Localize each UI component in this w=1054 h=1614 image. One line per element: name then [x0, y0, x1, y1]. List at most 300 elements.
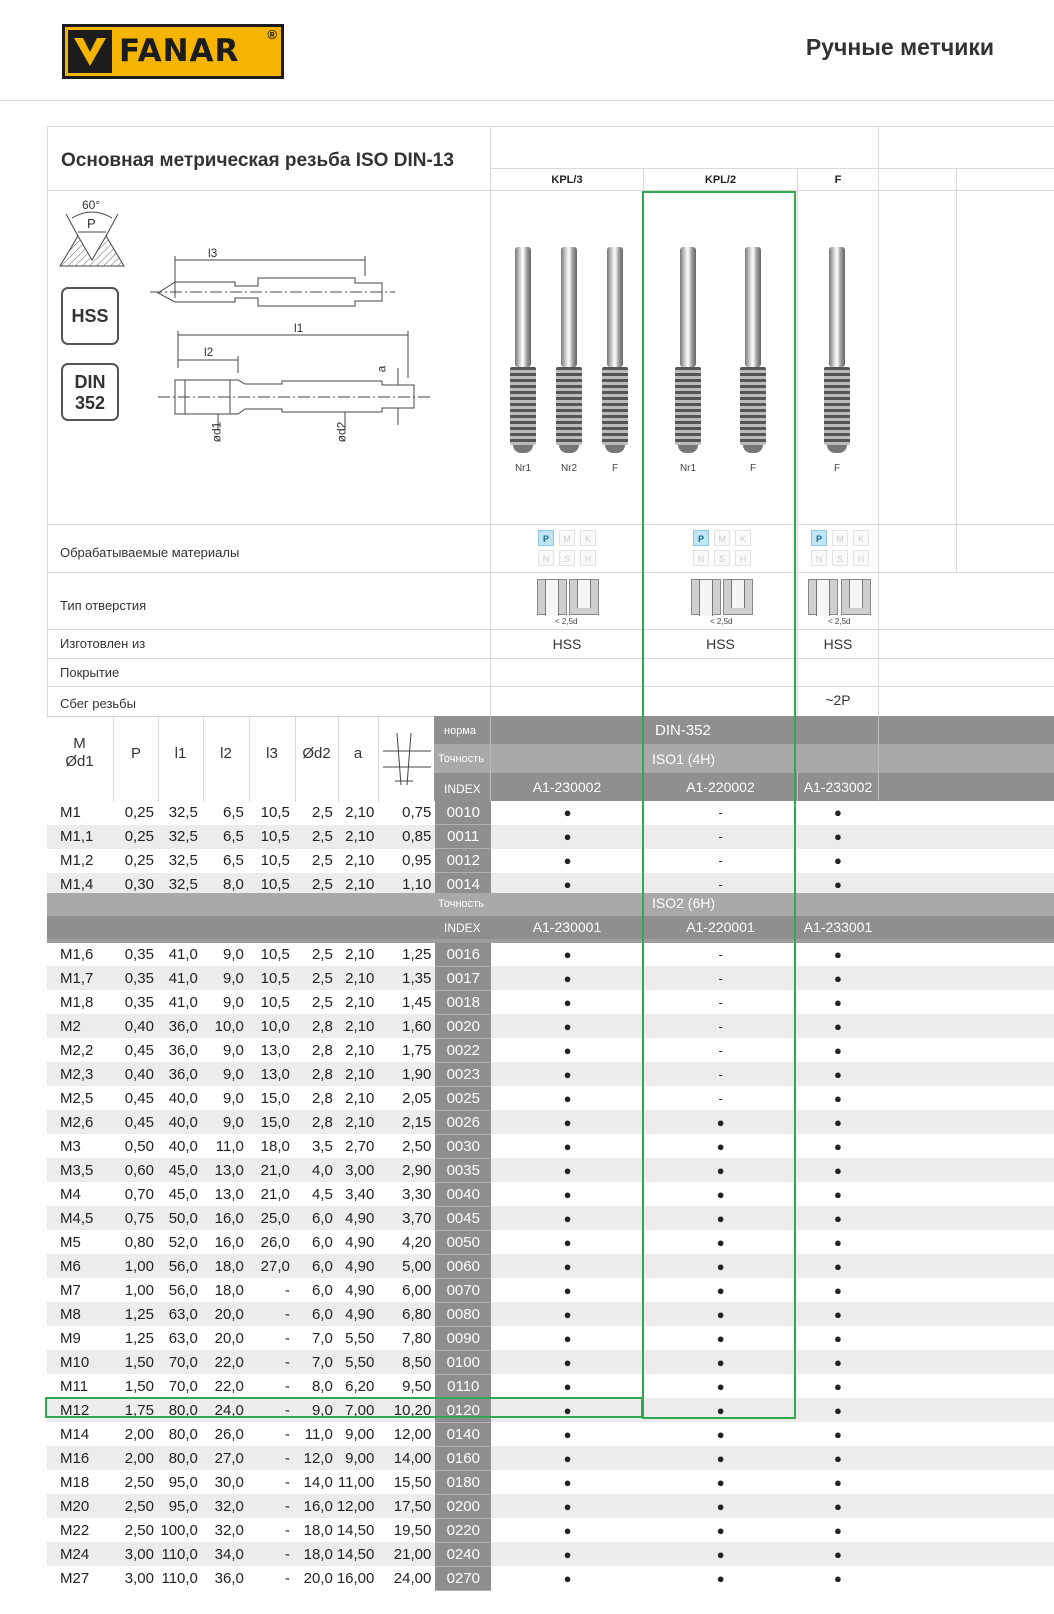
- cell-size: M1,7: [47, 966, 112, 990]
- material-p: P: [811, 530, 827, 546]
- cell-size: M2,6: [47, 1110, 112, 1134]
- cell-dimension: 1,25: [124, 1329, 154, 1347]
- cell-dimension: 21,00: [378, 1542, 435, 1566]
- cell-dimension: 18,0: [214, 1281, 244, 1299]
- cell-index: 0020: [435, 1014, 491, 1038]
- material-n: N: [811, 550, 827, 566]
- cell-size: M1,8: [60, 993, 94, 1011]
- cell-dimension: 5,00: [378, 1254, 435, 1278]
- table-row: [47, 1446, 1054, 1470]
- cell-dimension: 80,0: [158, 1398, 202, 1422]
- cell-dimension: 2,5: [311, 993, 333, 1011]
- cell-dimension: 40,0: [158, 1110, 202, 1134]
- blind-hole-icon: [841, 579, 871, 617]
- cell-dimension: -: [284, 1329, 290, 1347]
- cell-availability: ●: [716, 1330, 725, 1346]
- cell-availability: ●: [716, 1426, 725, 1442]
- material-h: H: [735, 550, 751, 566]
- cell-dimension: 12,00: [393, 1425, 432, 1443]
- cell-dimension: -: [248, 1350, 294, 1374]
- cell-dimension: 0,40: [112, 1062, 158, 1086]
- cell-dimension: 2,8: [294, 1014, 337, 1038]
- material-s: S: [714, 550, 730, 566]
- fanar-logo[interactable]: [62, 24, 284, 79]
- cell-dimension: 5,50: [337, 1350, 379, 1374]
- pitch-label: P: [87, 216, 96, 231]
- cell-dimension: 2,8: [311, 1041, 333, 1059]
- cell-availability: ●: [644, 1254, 798, 1278]
- cell-dimension: -: [284, 1473, 290, 1491]
- page-header: [0, 0, 1054, 101]
- table-row: [47, 1110, 1054, 1134]
- cell-dimension: 7,00: [337, 1398, 379, 1422]
- cell-dimension: 14,50: [336, 1521, 375, 1539]
- cell-size: M8: [47, 1302, 112, 1326]
- cell-dimension: 26,0: [260, 1233, 290, 1251]
- cell-empty: [878, 1446, 1054, 1470]
- tool-label: F: [833, 463, 841, 474]
- cell-dimension: 2,10: [337, 1062, 379, 1086]
- cell-availability: ●: [644, 1110, 798, 1134]
- cell-dimension: 10,0: [202, 1014, 248, 1038]
- d1-label: ød1: [209, 421, 224, 443]
- cell-availability: ●: [798, 1062, 879, 1086]
- cell-dimension: 1,50: [112, 1350, 158, 1374]
- cell-empty: [878, 1206, 1054, 1230]
- cell-dimension: 5,50: [345, 1329, 375, 1347]
- hole-depth-note: < 2,5d: [555, 617, 578, 626]
- table-row: [47, 1494, 1054, 1518]
- cell-dimension: 9,0: [202, 966, 248, 990]
- cell-dimension: 12,00: [337, 1494, 379, 1518]
- tool-label: Nr1: [679, 463, 697, 474]
- cell-dimension: 6,0: [311, 1233, 333, 1251]
- cell-availability: ●: [563, 1138, 572, 1154]
- cell-availability: ●: [563, 1522, 572, 1538]
- material-s: S: [559, 550, 575, 566]
- cell-dimension: 2,5: [294, 966, 337, 990]
- cell-dimension: 36,0: [158, 1014, 202, 1038]
- cell-empty: [878, 1542, 1054, 1566]
- cell-dimension: 3,00: [124, 1569, 154, 1587]
- cell-dimension: 2,8: [294, 1110, 337, 1134]
- cell-empty: [878, 801, 1054, 825]
- col-l1: l1: [174, 745, 187, 762]
- cell-dimension: 34,0: [202, 1542, 248, 1566]
- cell-dimension: 9,0: [294, 1398, 337, 1422]
- cell-dimension: 14,00: [378, 1446, 435, 1470]
- cell-dimension: 4,90: [337, 1206, 379, 1230]
- cell-dimension: 18,0: [294, 1542, 337, 1566]
- d2-label: ød2: [334, 421, 349, 443]
- cell-size: M1,2: [60, 852, 94, 869]
- table-row: [47, 1206, 1054, 1230]
- cell-dimension: 32,5: [158, 873, 202, 897]
- cell-availability: ●: [563, 1042, 572, 1058]
- cell-dimension: 0,80: [124, 1233, 154, 1251]
- cell-dimension: 0,45: [124, 1041, 154, 1059]
- cell-dimension: 1,25: [402, 945, 432, 963]
- cell-availability: ●: [798, 1254, 879, 1278]
- cell-size: M4,5: [47, 1206, 112, 1230]
- made-of-kpl3: HSS: [552, 636, 582, 652]
- cell-empty: [878, 1566, 1054, 1590]
- table-row: [47, 1518, 1054, 1542]
- logo-wordmark: FANAR: [119, 33, 240, 69]
- made-of-f: HSS: [823, 636, 853, 652]
- cell-dimension: 4,5: [311, 1185, 333, 1203]
- cell-dimension: 1,60: [378, 1014, 435, 1038]
- col-p: P: [130, 745, 141, 762]
- cell-size: M2,5: [60, 1089, 94, 1107]
- cell-dimension: 36,0: [214, 1569, 244, 1587]
- code-kpl3-2: A1-230001: [532, 919, 602, 935]
- cell-dimension: 6,5: [202, 825, 248, 849]
- cell-dimension: 2,5: [311, 852, 333, 869]
- cell-availability: ●: [644, 1494, 798, 1518]
- cell-availability: ●: [798, 1350, 879, 1374]
- cell-dimension: 2,10: [345, 852, 375, 869]
- cell-dimension: 0,75: [112, 1206, 158, 1230]
- cell-availability: ●: [491, 1014, 644, 1038]
- table-row: [47, 1038, 1054, 1062]
- table-row: [47, 1062, 1054, 1086]
- cell-availability: -: [644, 873, 798, 897]
- cell-dimension: 2,10: [345, 945, 375, 963]
- cell-availability: -: [718, 1090, 723, 1106]
- cell-empty: [878, 1470, 1054, 1494]
- tap-kpl3-nr1-image: [510, 247, 536, 453]
- cell-index: 0050: [435, 1230, 491, 1254]
- cell-dimension: 10,5: [260, 993, 290, 1011]
- cell-availability: ●: [798, 1158, 879, 1182]
- cell-availability: ●: [798, 966, 879, 990]
- col-l3: l3: [266, 745, 278, 762]
- cell-dimension: 63,0: [158, 1302, 202, 1326]
- cell-availability: ●: [563, 1426, 572, 1442]
- cell-dimension: 2,10: [345, 993, 375, 1011]
- cell-dimension: 45,0: [158, 1158, 202, 1182]
- code-kpl3-1: A1-230002: [532, 779, 602, 795]
- cell-dimension: 6,20: [345, 1377, 375, 1395]
- cell-index: 0140: [435, 1422, 491, 1446]
- cell-availability: -: [718, 994, 723, 1010]
- din-badge: [61, 363, 119, 421]
- cell-availability: ●: [716, 1282, 725, 1298]
- thread-profile-icon: [58, 198, 128, 270]
- cell-dimension: 0,40: [112, 1014, 158, 1038]
- cell-dimension: 32,5: [158, 825, 202, 849]
- cell-dimension: 80,0: [168, 1425, 198, 1443]
- material-s: S: [832, 550, 848, 566]
- cell-dimension: 20,0: [214, 1329, 244, 1347]
- cell-availability: -: [718, 946, 723, 962]
- cell-dimension: 2,50: [112, 1494, 158, 1518]
- l1-label: l1: [294, 321, 304, 335]
- material-k: K: [853, 530, 869, 546]
- cell-index: 0012: [435, 849, 491, 873]
- cell-empty: [878, 1134, 1054, 1158]
- table-row: [47, 825, 1054, 849]
- materials-label: Обрабатываемые материалы: [60, 545, 240, 560]
- cell-dimension: 15,0: [248, 1110, 294, 1134]
- cell-dimension: 70,0: [158, 1350, 202, 1374]
- col-kpl3-header: KPL/3: [551, 174, 583, 186]
- cell-dimension: 70,0: [168, 1377, 198, 1395]
- through-hole-icon: [808, 579, 838, 617]
- cell-dimension: 0,95: [402, 852, 432, 869]
- material-n: N: [693, 550, 709, 566]
- cell-dimension: 16,0: [202, 1206, 248, 1230]
- cell-index: 0026: [435, 1110, 491, 1134]
- cell-index: 0030: [435, 1134, 491, 1158]
- cell-dimension: 10,20: [378, 1398, 435, 1422]
- cell-dimension: 2,00: [112, 1446, 158, 1470]
- cell-dimension: 26,0: [214, 1425, 244, 1443]
- cell-dimension: -: [248, 1302, 294, 1326]
- cell-availability: ●: [563, 1090, 572, 1106]
- hole-depth-note: < 2,5d: [710, 617, 733, 626]
- cell-dimension: 13,0: [248, 1062, 294, 1086]
- cell-dimension: 21,0: [260, 1185, 290, 1203]
- accuracy-label-2: Точность: [438, 898, 484, 910]
- cell-dimension: 8,0: [202, 873, 248, 897]
- table-row: [47, 1182, 1054, 1206]
- cell-size: M7: [60, 1281, 81, 1299]
- cell-availability: ●: [798, 1494, 879, 1518]
- cell-availability: ●: [491, 1446, 644, 1470]
- cell-availability: ●: [491, 1302, 644, 1326]
- cell-dimension: 1,25: [112, 1302, 158, 1326]
- tool-label: Nr1: [514, 463, 532, 474]
- cell-availability: -: [644, 1014, 798, 1038]
- cell-availability: ●: [644, 1302, 798, 1326]
- material-m: M: [832, 530, 848, 546]
- cell-empty: [878, 849, 1054, 873]
- cell-dimension: 2,50: [124, 1521, 154, 1539]
- cell-size: M1,1: [47, 825, 112, 849]
- cell-dimension: 10,5: [260, 852, 290, 869]
- cell-index: 0040: [435, 1182, 491, 1206]
- cell-size: M20: [47, 1494, 112, 1518]
- cell-availability: ●: [834, 1042, 842, 1058]
- cell-dimension: 2,50: [402, 1137, 432, 1155]
- cell-index: 0014: [435, 873, 491, 897]
- cell-index: 0270: [435, 1566, 491, 1590]
- cell-availability: ●: [716, 1234, 725, 1250]
- tool-label: F: [749, 463, 757, 474]
- cell-dimension: 30,0: [214, 1473, 244, 1491]
- cell-empty: [878, 1302, 1054, 1326]
- cell-dimension: 2,50: [124, 1473, 154, 1491]
- table-row: [47, 1158, 1054, 1182]
- material-p: P: [538, 530, 554, 546]
- cell-dimension: 13,0: [202, 1158, 248, 1182]
- cell-dimension: 95,0: [158, 1494, 202, 1518]
- cell-availability: ●: [834, 1426, 842, 1442]
- cell-dimension: 0,35: [124, 945, 154, 963]
- col-d2: Ød2: [302, 745, 331, 762]
- cell-availability: ●: [491, 966, 644, 990]
- cell-dimension: 4,20: [402, 1233, 432, 1251]
- table-header: [47, 716, 434, 801]
- table-row: [47, 1254, 1054, 1278]
- coating-label: Покрытие: [60, 665, 120, 680]
- cell-dimension: 3,30: [402, 1185, 432, 1203]
- cell-size: M6: [47, 1254, 112, 1278]
- cell-index: 0110: [435, 1374, 491, 1398]
- cell-availability: ●: [834, 1090, 842, 1106]
- table-row: [47, 1566, 1054, 1590]
- cell-dimension: 1,45: [402, 993, 432, 1011]
- cell-size: M2,2: [60, 1041, 94, 1059]
- table-row: [47, 1230, 1054, 1254]
- cell-dimension: 0,85: [378, 825, 435, 849]
- cell-dimension: 25,0: [248, 1206, 294, 1230]
- cell-availability: ●: [644, 1542, 798, 1566]
- cell-dimension: 6,0: [294, 1302, 337, 1326]
- norm-value: DIN-352: [655, 722, 711, 739]
- cell-availability: ●: [834, 1474, 842, 1490]
- col-kpl2-header: KPL/2: [704, 174, 737, 186]
- cell-dimension: 100,0: [160, 1521, 198, 1539]
- cell-dimension: 6,00: [402, 1281, 432, 1299]
- cell-dimension: 0,30: [112, 873, 158, 897]
- cell-empty: [878, 1062, 1054, 1086]
- code-kpl2-1: A1-220002: [686, 779, 755, 795]
- cell-availability: ●: [798, 1014, 879, 1038]
- cell-dimension: 1,35: [378, 966, 435, 990]
- din-badge-number: 352: [74, 393, 106, 413]
- cell-availability: -: [718, 1042, 723, 1058]
- cell-availability: ●: [716, 1186, 725, 1202]
- cell-dimension: 6,5: [223, 852, 244, 869]
- cell-dimension: 14,0: [303, 1473, 333, 1491]
- cell-dimension: -: [284, 1281, 290, 1299]
- cell-dimension: 4,90: [345, 1233, 375, 1251]
- cell-empty: [878, 1518, 1054, 1542]
- tap-technical-drawing: [150, 238, 440, 453]
- cell-dimension: 3,70: [378, 1206, 435, 1230]
- cell-dimension: 2,8: [311, 1089, 333, 1107]
- cell-empty: [878, 1038, 1054, 1062]
- cell-availability: ●: [716, 1138, 725, 1154]
- cell-dimension: 19,50: [393, 1521, 432, 1539]
- cell-dimension: 10,5: [260, 945, 290, 963]
- cell-dimension: -: [248, 1446, 294, 1470]
- material-m: M: [559, 530, 575, 546]
- cell-size: M2: [47, 1014, 112, 1038]
- cell-availability: ●: [834, 1570, 842, 1586]
- cell-size: M5: [60, 1233, 81, 1251]
- cell-dimension: 9,50: [402, 1377, 432, 1395]
- cell-availability: ●: [644, 1350, 798, 1374]
- code-kpl2-2: A1-220001: [686, 919, 755, 935]
- material-h: H: [580, 550, 596, 566]
- cell-availability: ●: [563, 1474, 572, 1490]
- cell-dimension: 56,0: [158, 1254, 202, 1278]
- cell-dimension: 41,0: [168, 945, 198, 963]
- cell-dimension: 10,5: [248, 966, 294, 990]
- cell-dimension: 3,40: [345, 1185, 375, 1203]
- cell-dimension: 7,80: [402, 1329, 432, 1347]
- hole-depth-note: < 2,5d: [828, 617, 851, 626]
- cell-dimension: 2,8: [294, 1062, 337, 1086]
- cell-dimension: 2,05: [402, 1089, 432, 1107]
- cell-dimension: 9,0: [223, 1041, 244, 1059]
- accuracy-value-1: ISO1 (4H): [652, 751, 716, 767]
- cell-size: M1: [60, 804, 81, 822]
- material-p: P: [693, 530, 709, 546]
- table-row: [47, 943, 1054, 967]
- cell-dimension: 10,0: [248, 1014, 294, 1038]
- cell-availability: ●: [798, 825, 879, 849]
- cell-dimension: 2,10: [337, 1014, 379, 1038]
- cell-availability: ●: [491, 825, 644, 849]
- tap-f-image: [824, 247, 850, 453]
- cell-index: 0100: [435, 1350, 491, 1374]
- cell-index: 0180: [435, 1470, 491, 1494]
- cell-availability: ●: [563, 805, 572, 821]
- cell-dimension: 16,0: [214, 1233, 244, 1251]
- cell-availability: ●: [491, 1542, 644, 1566]
- runout-f: ~2P: [825, 692, 851, 708]
- cell-dimension: 7,0: [294, 1350, 337, 1374]
- cell-dimension: 16,00: [336, 1569, 375, 1587]
- cell-dimension: 8,0: [311, 1377, 333, 1395]
- cell-size: M14: [60, 1425, 90, 1443]
- cell-size: M12: [47, 1398, 112, 1422]
- cell-availability: ●: [491, 1398, 644, 1422]
- cell-index: 0240: [435, 1542, 491, 1566]
- cell-dimension: 6,0: [311, 1281, 333, 1299]
- cell-availability: ●: [491, 1350, 644, 1374]
- cell-index: 0035: [435, 1158, 491, 1182]
- cell-availability: ●: [563, 946, 572, 962]
- cell-empty: [878, 1350, 1054, 1374]
- cell-availability: ●: [834, 1234, 842, 1250]
- cell-availability: ●: [798, 1542, 879, 1566]
- cell-availability: ●: [644, 1206, 798, 1230]
- cell-dimension: 6,0: [294, 1206, 337, 1230]
- hole-type-label: Тип отверстия: [60, 598, 147, 613]
- cell-dimension: 9,0: [223, 993, 244, 1011]
- cell-size: M11: [60, 1377, 89, 1395]
- cell-dimension: 2,15: [378, 1110, 435, 1134]
- cell-dimension: 3,5: [311, 1137, 333, 1155]
- code-f-2: A1-233001: [803, 919, 873, 935]
- cell-availability: ●: [798, 1446, 879, 1470]
- cell-availability: ●: [834, 1138, 842, 1154]
- cell-empty: [878, 1014, 1054, 1038]
- cell-availability: ●: [563, 1330, 572, 1346]
- cell-empty: [878, 943, 1054, 967]
- code-f-1: A1-233002: [803, 779, 873, 795]
- cell-size: M1,4: [47, 873, 112, 897]
- col-l2: l2: [220, 745, 232, 762]
- cell-availability: ●: [798, 1110, 879, 1134]
- cell-availability: ●: [491, 873, 644, 897]
- cell-empty: [878, 1398, 1054, 1422]
- cell-empty: [878, 1086, 1054, 1110]
- table-row: [47, 1542, 1054, 1566]
- cell-empty: [878, 1254, 1054, 1278]
- cell-availability: ●: [644, 1158, 798, 1182]
- cell-index: 0023: [435, 1062, 491, 1086]
- cell-dimension: 13,0: [214, 1185, 244, 1203]
- cell-dimension: 41,0: [158, 966, 202, 990]
- tool-label: F: [611, 463, 619, 474]
